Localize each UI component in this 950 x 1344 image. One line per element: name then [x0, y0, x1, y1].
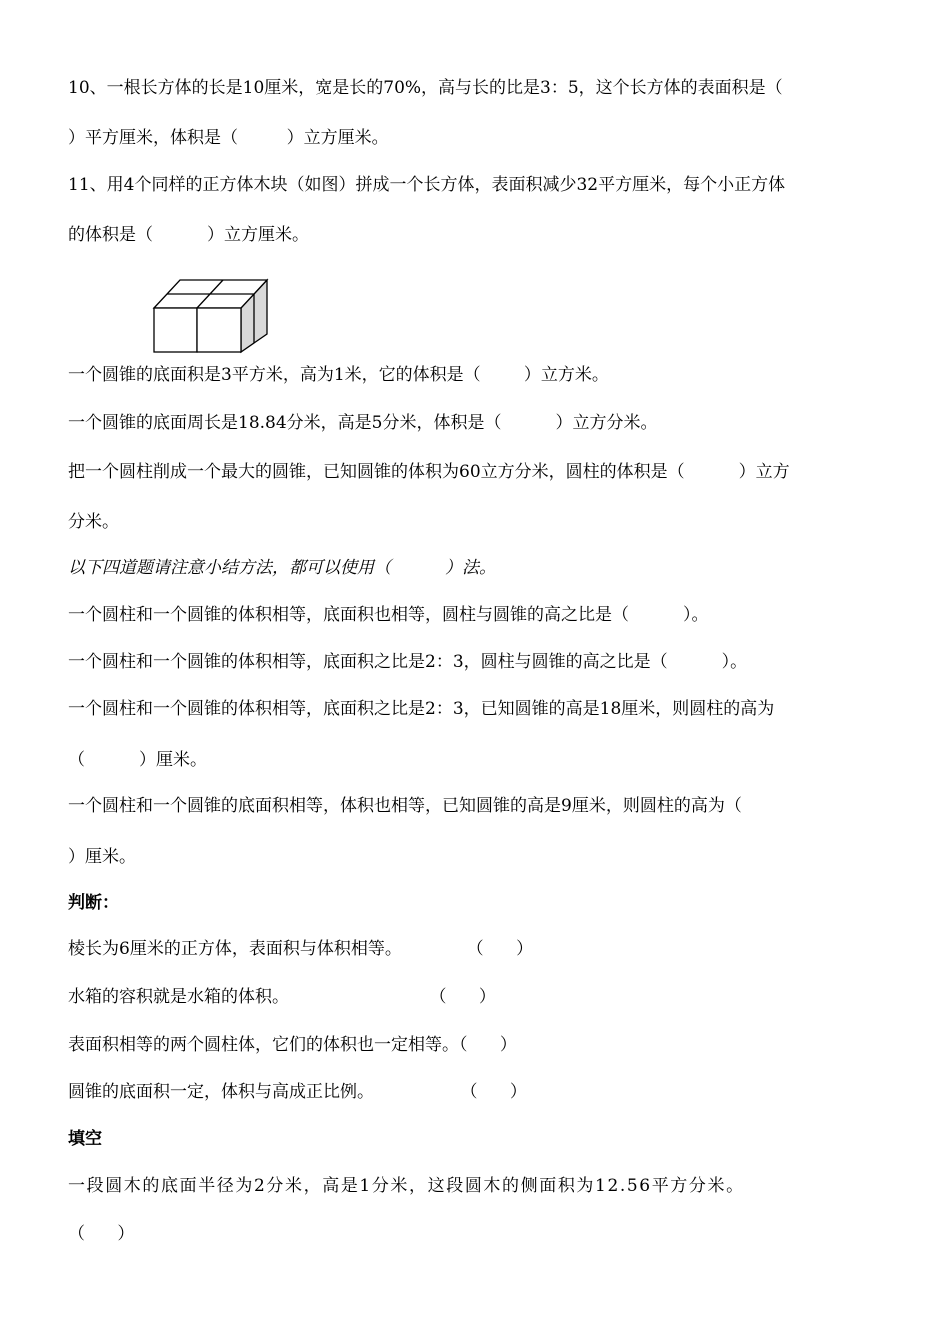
ratio-q2: 一个圆柱和一个圆锥的体积相等，底面积之比是2：3，圆柱与圆锥的高之比是（ ）。 [68, 652, 748, 672]
ratio-q3-line2: （ ）厘米。 [68, 750, 208, 770]
judge-item-4: 圆锥的底面积一定，体积与高成正比例。 （ ） [68, 1082, 527, 1102]
cylinder-q1-line1: 把一个圆柱削成一个最大的圆锥，已知圆锥的体积为60立方分米，圆柱的体积是（ ）立方 [68, 462, 790, 482]
q10-line1: 10、一根长方体的长是10厘米，宽是长的70%，高与长的比是3：5，这个长方体的表面积是（ [68, 78, 783, 98]
ratio-q1: 一个圆柱和一个圆锥的体积相等，底面积也相等，圆柱与圆锥的高之比是（ ）。 [68, 605, 709, 625]
fill-item-1-line1: 一段圆木的底面半径为2分米，高是1分米，这段圆木的侧面积为12.56平方分米。 [68, 1176, 745, 1196]
fill-item-1-line2: （ ） [68, 1224, 135, 1244]
judge-item-3: 表面积相等的两个圆柱体，它们的体积也一定相等。（ ） [68, 1035, 517, 1055]
ratio-q4-line2: ）厘米。 [68, 847, 136, 867]
ratio-q3-line1: 一个圆柱和一个圆锥的体积相等，底面积之比是2：3，已知圆锥的高是18厘米，则圆柱的高为 [68, 699, 775, 719]
cube-blocks-figure [150, 276, 275, 358]
q10-line2: ）平方厘米，体积是（ ）立方厘米。 [68, 128, 389, 148]
cone-q2: 一个圆锥的底面周长是18.84分米，高是5分米，体积是（ ）立方分米。 [68, 413, 658, 433]
section-judge-heading: 判断： [68, 893, 119, 913]
q11-line1: 11、用4个同样的正方体木块（如图）拼成一个长方体，表面积减少32平方厘米，每个小正方体 [68, 175, 786, 195]
judge-item-2: 水箱的容积就是水箱的体积。 （ ） [68, 987, 496, 1007]
ratio-q4-line1: 一个圆柱和一个圆锥的底面积相等，体积也相等，已知圆锥的高是9厘米，则圆柱的高为（ [68, 796, 742, 816]
section-fill-heading: 填空 [68, 1129, 102, 1149]
cylinder-q1-line2: 分米。 [68, 512, 119, 532]
cone-q1: 一个圆锥的底面积是3平方米，高为1米，它的体积是（ ）立方米。 [68, 365, 609, 385]
q11-line2: 的体积是（ ）立方厘米。 [68, 225, 310, 245]
method-note: 以下四道题请注意小结方法，都可以使用（ ）法。 [68, 558, 497, 578]
judge-item-1: 棱长为6厘米的正方体，表面积与体积相等。 （ ） [68, 939, 534, 959]
